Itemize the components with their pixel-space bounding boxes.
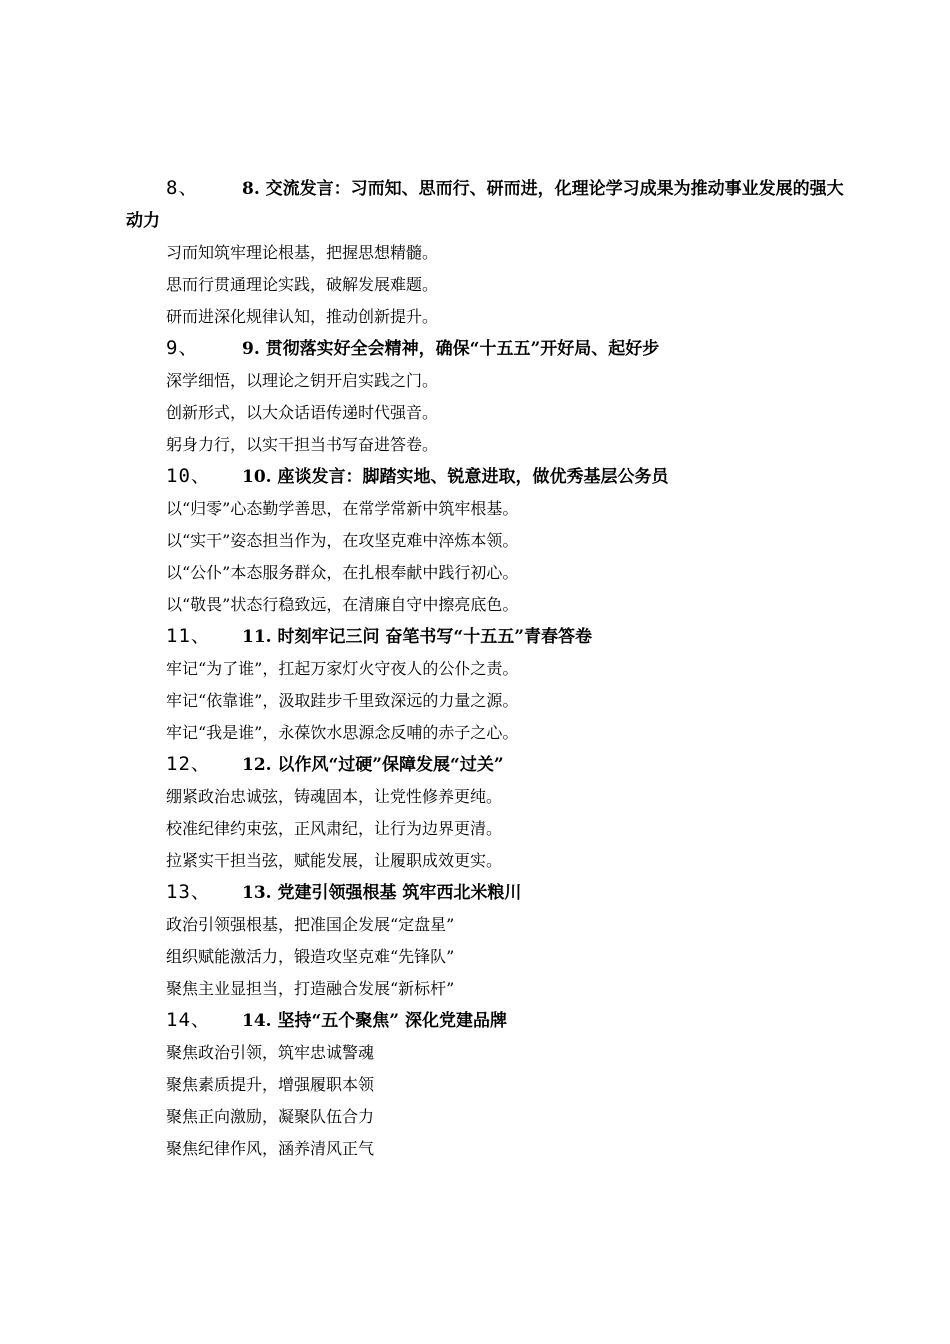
section-number: 10、: [166, 465, 211, 487]
section-14: [126, 1004, 846, 1165]
list-item: 习而知筑牢理论根基，把握思想精髓。: [166, 243, 439, 262]
list-item: 创新形式，以大众话语传递时代强音。: [166, 403, 439, 422]
list-item: 以“实干”姿态担当作为，在攻坚克难中淬炼本领。: [166, 531, 519, 550]
list-item: 校准纪律约束弦，正风肃纪，让行为边界更清。: [166, 819, 503, 838]
section-number: 13、: [166, 881, 211, 903]
list-item: 深学细悟，以理论之钥开启实践之门。: [166, 371, 439, 390]
section-heading: [126, 748, 846, 781]
list-item: 聚焦素质提升，增强履职本领: [166, 1075, 375, 1094]
section-heading: [126, 172, 846, 237]
section-title: 13. 党建引领强根基 筑牢西北米粮川: [242, 883, 522, 903]
list-item: 聚焦纪律作风，涵养清风正气: [166, 1139, 375, 1158]
section-number: 11、: [166, 625, 211, 647]
section-number: 9、: [166, 337, 199, 359]
section-number: 12、: [166, 753, 211, 775]
list-item: 聚焦政治引领，筑牢忠诚警魂: [166, 1043, 375, 1062]
list-item: 牢记“我是谁”，永葆饮水思源念反哺的赤子之心。: [166, 723, 519, 742]
section-8: [126, 172, 846, 333]
section-heading: [126, 620, 846, 653]
list-item: 拉紧实干担当弦，赋能发展，让履职成效更实。: [166, 851, 503, 870]
section-heading: [126, 876, 846, 909]
list-item: 政治引领强根基，把准国企发展“定盘星”: [166, 915, 455, 934]
section-title: 8. 交流发言：习而知、思而行、研而进，化理论学习成果为推动事业发展的强大动力: [126, 179, 844, 231]
list-item: 以“敬畏”状态行稳致远，在清廉自守中擦亮底色。: [166, 595, 519, 614]
section-heading: [126, 460, 846, 493]
list-item: 牢记“依靠谁”，汲取跬步千里致深远的力量之源。: [166, 691, 519, 710]
section-13: [126, 876, 846, 1005]
list-item: 聚焦正向激励，凝聚队伍合力: [166, 1107, 375, 1126]
list-item: 绷紧政治忠诚弦，铸魂固本，让党性修养更纯。: [166, 787, 503, 806]
section-9: [126, 332, 846, 461]
section-title: 9. 贯彻落实好全会精神，确保“十五五”开好局、起好步: [242, 339, 660, 359]
list-item: 研而进深化规律认知，推动创新提升。: [166, 307, 439, 326]
section-10: [126, 460, 846, 621]
section-number: 14、: [166, 1009, 211, 1031]
list-item: 思而行贯通理论实践，破解发展难题。: [166, 275, 439, 294]
section-heading: [126, 1004, 846, 1037]
section-number: 8、: [166, 177, 199, 199]
list-item: 组织赋能激活力，锻造攻坚克难“先锋队”: [166, 947, 455, 966]
list-item: 以“公仆”本态服务群众，在扎根奉献中践行初心。: [166, 563, 519, 582]
section-heading: [126, 332, 846, 365]
list-item: 躬身力行，以实干担当书写奋进答卷。: [166, 435, 439, 454]
list-item: 聚焦主业显担当，打造融合发展“新标杆”: [166, 979, 455, 998]
list-item: 以“归零”心态勤学善思，在常学常新中筑牢根基。: [166, 499, 519, 518]
section-title: 11. 时刻牢记三问 奋笔书写“十五五”青春答卷: [242, 627, 592, 647]
section-12: [126, 748, 846, 877]
section-title: 12. 以作风“过硬”保障发展“过关”: [242, 755, 504, 775]
section-title: 14. 坚持“五个聚焦” 深化党建品牌: [242, 1011, 507, 1031]
section-11: [126, 620, 846, 749]
section-title: 10. 座谈发言：脚踏实地、锐意进取，做优秀基层公务员: [242, 467, 669, 487]
list-item: 牢记“为了谁”，扛起万家灯火守夜人的公仆之责。: [166, 659, 519, 678]
